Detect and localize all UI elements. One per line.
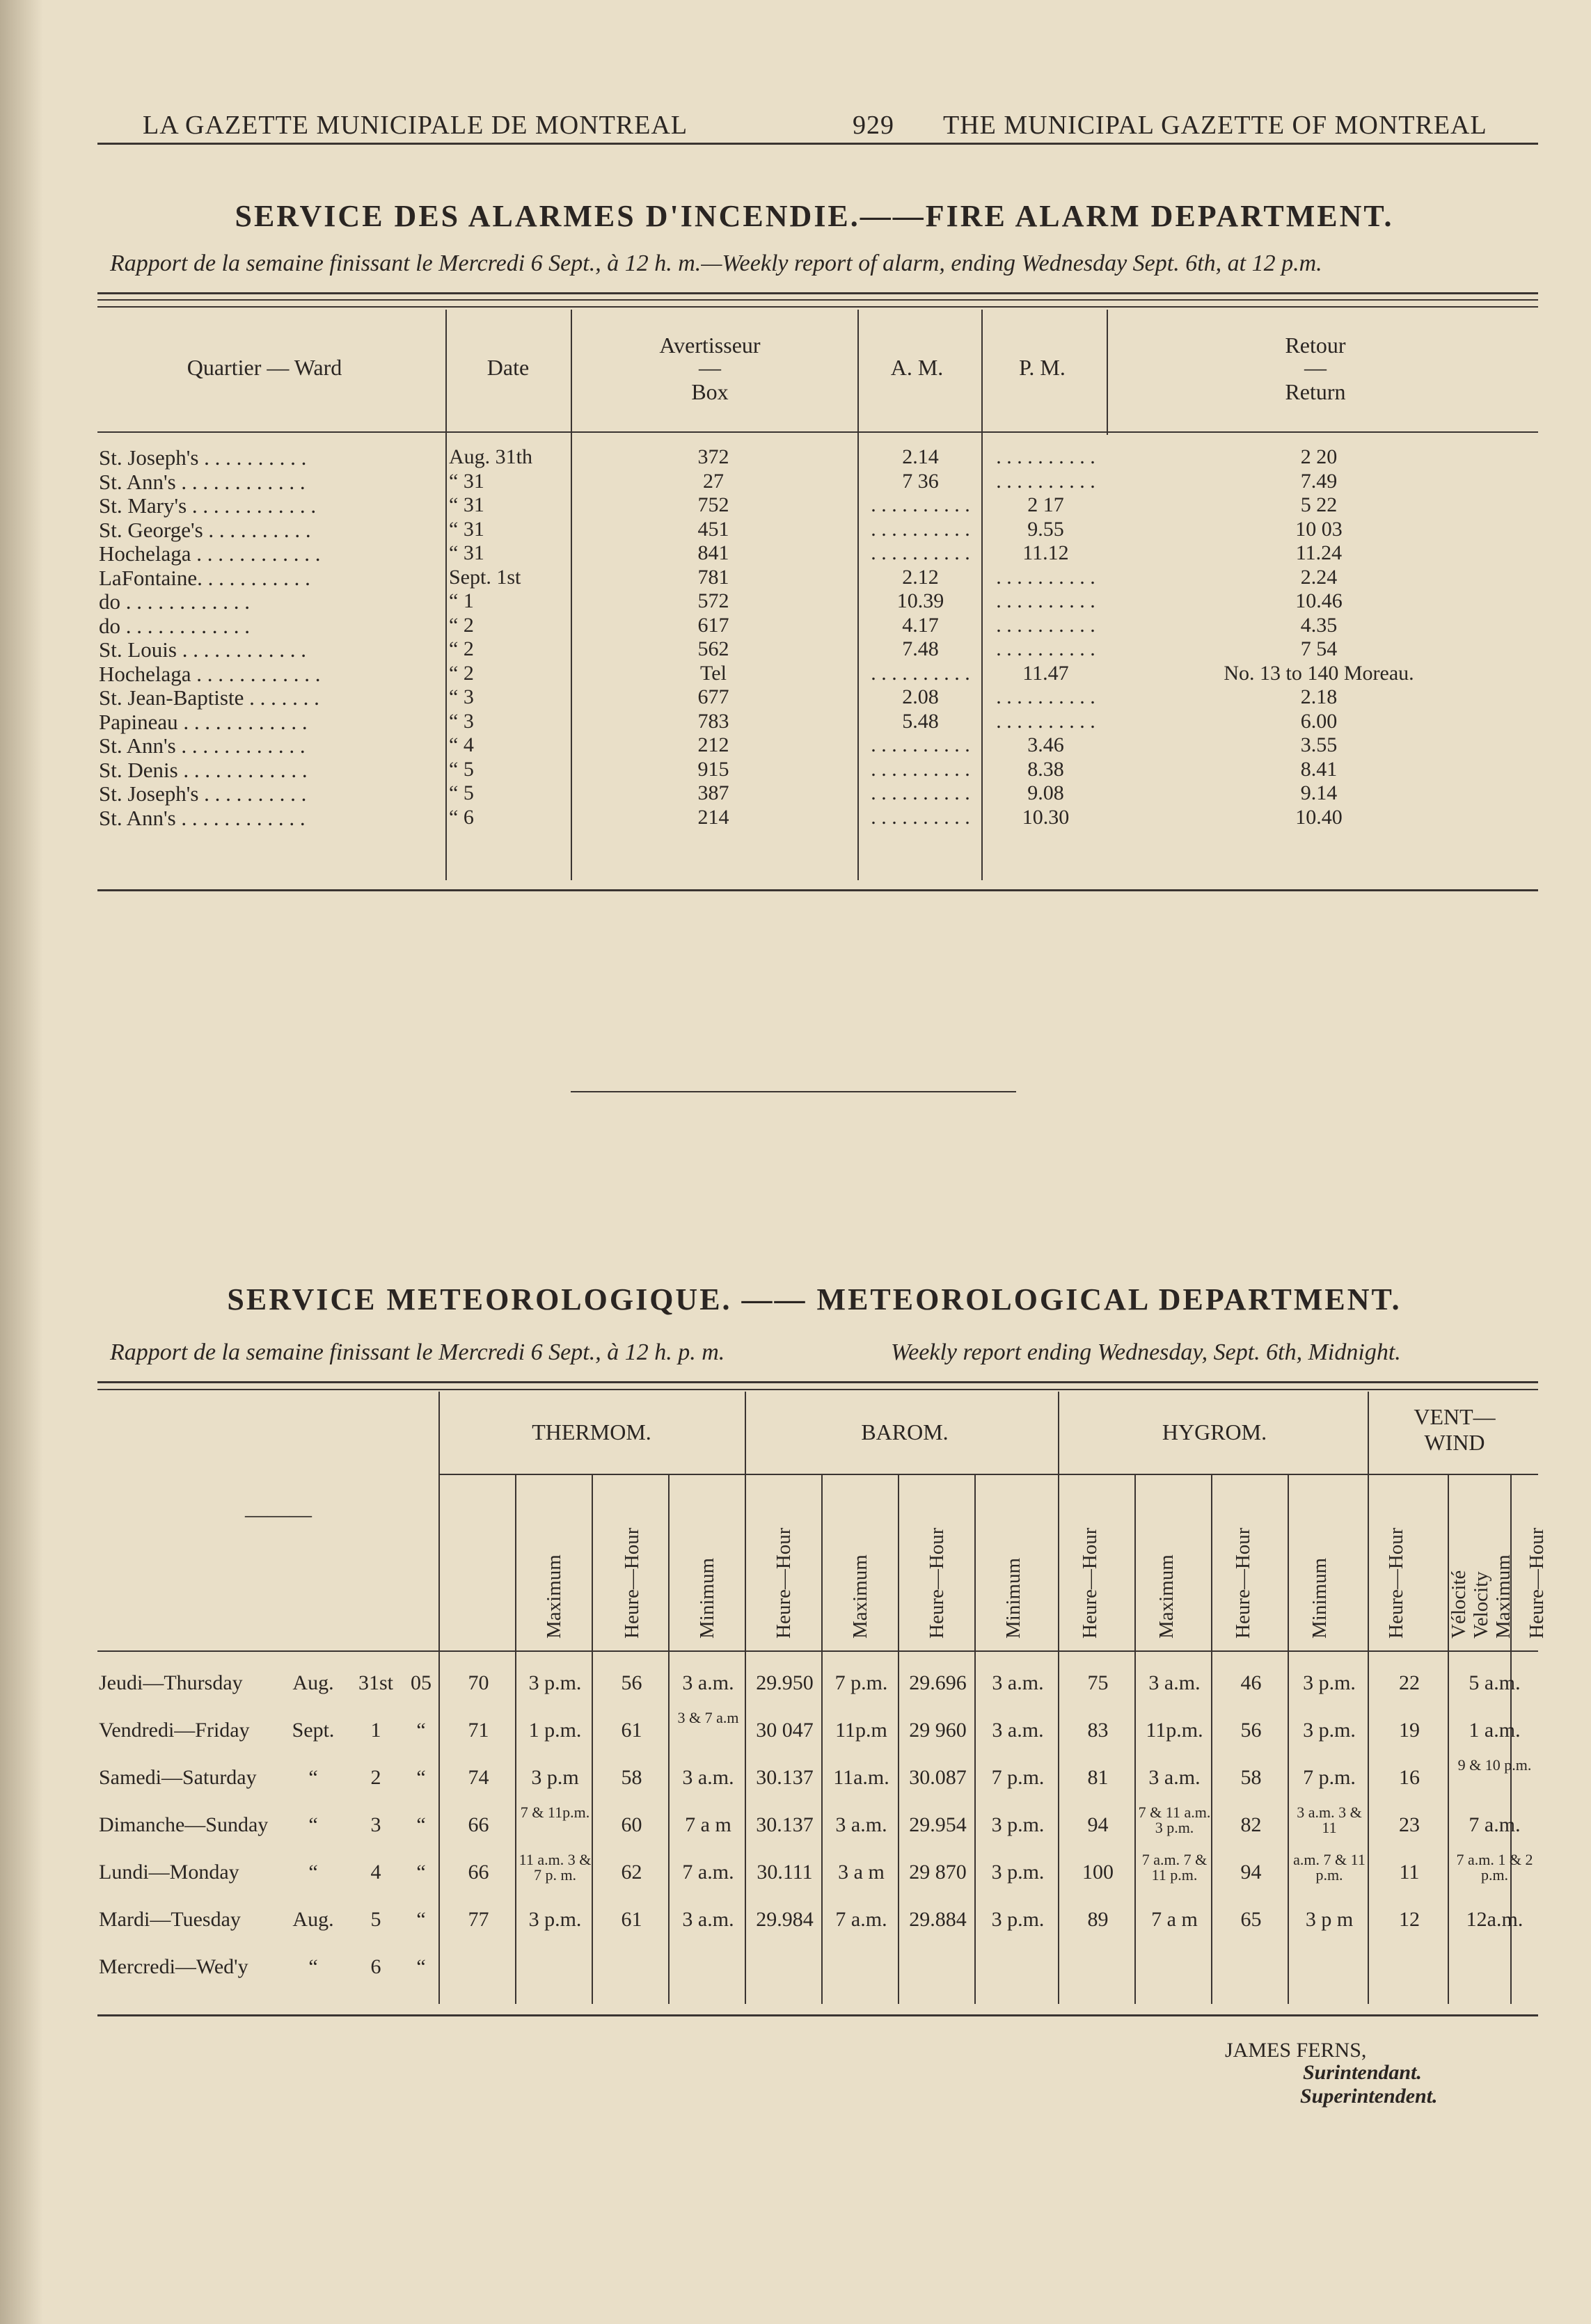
meteo-cell-tmax: 77 (468, 1908, 489, 1931)
meteo-cell-tmax: 66 (468, 1861, 489, 1884)
fire-vline-3 (857, 310, 859, 880)
meteo-cell-hmin: 56 (1240, 1719, 1262, 1742)
meteo-cell-bmax: 30 047 (756, 1719, 814, 1742)
meteo-cell-bmaxh: 11p.m (835, 1719, 887, 1742)
thermom-max-hour-header: Heure—Hour (621, 1527, 643, 1639)
fire-row-am: 2.12 (902, 566, 939, 589)
meteo-vline (898, 1474, 899, 2004)
meteo-cell-hminh: 3 a.m. 3 & 11 (1297, 1804, 1362, 1836)
fire-row-ward: St. George's . . . . . . . . . . (99, 518, 311, 542)
fire-row-pm: . . . . . . . . . . (996, 614, 1095, 637)
fire-row-box: 372 (697, 445, 729, 468)
wind-velocity-header-2: Velocity (1470, 1571, 1492, 1639)
page-number: 929 (853, 111, 894, 140)
meteo-row-year: “ (416, 1861, 426, 1884)
meteo-cell-tmin: 61 (621, 1719, 642, 1742)
fire-row-return: 4.35 (1300, 614, 1338, 637)
header-left: LA GAZETTE MUNICIPALE DE MONTREAL (143, 111, 688, 140)
meteo-cell-velh: 5 a.m. (1469, 1671, 1521, 1694)
fire-row-return: 10.46 (1295, 589, 1343, 612)
fire-row-am: . . . . . . . . . . (871, 662, 970, 685)
vent-group-header-1: VENT— (1414, 1404, 1496, 1429)
fire-row-pm: 2 17 (1027, 493, 1064, 516)
fire-row-box: 562 (697, 637, 729, 660)
meteo-cell-tmin: 56 (621, 1671, 642, 1694)
meteo-cell-velh: 9 & 10 p.m. (1457, 1756, 1532, 1774)
fire-row-pm: . . . . . . . . . . (996, 470, 1095, 493)
meteo-row-date: 5 (370, 1908, 381, 1931)
fire-row-return: 11.24 (1295, 541, 1343, 564)
fire-row-date: “ 31 (449, 518, 484, 541)
fire-row-return: No. 13 to 140 Moreau. (1224, 662, 1414, 685)
fire-row-am: . . . . . . . . . . (871, 781, 970, 804)
meteo-cell-bmax: 30.111 (757, 1861, 813, 1884)
meteo-cell-bmaxh: 11a.m. (833, 1766, 889, 1789)
fire-row-ward: do . . . . . . . . . . . . (99, 589, 250, 614)
meteo-cell-tminh: 3 a.m. (682, 1908, 734, 1931)
meteo-vline (974, 1474, 976, 2004)
meteo-cell-hmin: 58 (1240, 1766, 1262, 1789)
fire-subtitle: Rapport de la semaine finissant le Mercredi 6 Sept., à 12 h. m.—Weekly report of alarm, ending Wednesday Sept. 6th, at 12 p.m. (110, 250, 1322, 276)
meteo-cell-hmaxh: 7 a.m. 7 & 11 p.m. (1141, 1851, 1208, 1884)
meteo-cell-bmax: 29.950 (756, 1671, 814, 1694)
meteo-cell-hmaxh: 11p.m. (1146, 1719, 1203, 1742)
meteo-group-rule (438, 1474, 1538, 1475)
meteo-cell-hmaxh: 3 a.m. (1148, 1766, 1201, 1789)
meteo-cell-tmaxh: 1 p.m. (528, 1719, 582, 1742)
meteo-cell-bminh: 3 p.m. (991, 1908, 1045, 1931)
fire-row-box: 214 (697, 806, 729, 829)
meteo-row-day: Mardi—Tuesday (99, 1908, 241, 1931)
fire-row-ward: Hochelaga . . . . . . . . . . . . (99, 662, 321, 686)
fire-row-box: 783 (697, 710, 729, 733)
page-gutter-shadow (0, 0, 43, 2324)
barom-min-hour-header: Heure—Hour (1079, 1527, 1101, 1639)
meteo-cell-hmin: 94 (1240, 1861, 1262, 1884)
meteo-header-rule (97, 1650, 1538, 1652)
col-return-header-fr: Retour (1285, 333, 1346, 358)
meteo-row-month: “ (308, 1766, 318, 1789)
meteo-cell-bmax: 29.984 (756, 1908, 814, 1931)
meteo-top-rule-2 (97, 1389, 1538, 1390)
meteo-cell-tmax: 70 (468, 1671, 489, 1694)
fire-row-am: . . . . . . . . . . (871, 493, 970, 516)
fire-row-date: Sept. 1st (449, 566, 521, 589)
meteo-row-month: Aug. (292, 1671, 334, 1694)
fire-row-pm: 8.38 (1027, 758, 1064, 781)
meteo-cell-bmaxh: 7 a.m. (835, 1908, 887, 1931)
fire-row-am: . . . . . . . . . . (871, 733, 970, 756)
meteo-cell-tmax: 66 (468, 1813, 489, 1836)
meteo-cell-hmin: 46 (1240, 1671, 1262, 1694)
meteo-cell-bmin: 29 870 (909, 1861, 967, 1884)
meteo-cell-bmin: 29.884 (909, 1908, 967, 1931)
meteo-vline (515, 1474, 516, 2004)
fire-row-box: 677 (697, 685, 729, 708)
fire-row-ward: Hochelaga . . . . . . . . . . . . (99, 541, 321, 566)
meteo-blank-header: ——— (245, 1502, 312, 1527)
meteo-row-date: 3 (370, 1813, 381, 1836)
meteo-cell-bmaxh: 3 a.m. (835, 1813, 887, 1836)
fire-row-date: Aug. 31th (449, 445, 532, 468)
wind-velocity-header-1: Vélocité (1448, 1570, 1470, 1639)
meteo-cell-tmaxh: 3 p.m. (528, 1908, 582, 1931)
thermom-group-header: THERMOM. (532, 1419, 651, 1444)
meteo-row-date: 1 (370, 1719, 381, 1742)
meteo-row-month: “ (308, 1955, 318, 1978)
fire-row-box: Tel (700, 662, 727, 685)
col-box-header-en: Box (691, 379, 729, 404)
meteo-cell-hminh: 7 p.m. (1303, 1766, 1356, 1789)
meteo-cell-tmin: 60 (621, 1813, 642, 1836)
signature-name: JAMES FERNS, (1225, 2039, 1367, 2062)
meteo-row-month: “ (308, 1861, 318, 1884)
fire-row-box: 572 (697, 589, 729, 612)
fire-row-date: “ 5 (449, 781, 474, 804)
meteo-cell-tmaxh: 3 p.m (531, 1766, 579, 1789)
signature-title-fr: Surintendant. (1303, 2061, 1422, 2084)
fire-row-date: “ 2 (449, 637, 474, 660)
meteo-cell-bmaxh: 7 p.m. (834, 1671, 888, 1694)
hygrom-max-hour-header: Heure—Hour (1232, 1527, 1254, 1639)
meteo-cell-hminh: a.m. 7 & 11 p.m. (1293, 1851, 1366, 1884)
col-box-header-fr: Avertisseur (659, 333, 761, 358)
meteo-vline (821, 1474, 823, 2004)
meteo-cell-bmaxh: 3 a m (838, 1861, 885, 1884)
meteo-vline (745, 1392, 746, 2004)
barom-max-header: Maximum (849, 1554, 871, 1639)
barom-min-header: Minimum (1002, 1557, 1024, 1639)
meteo-vline (1368, 1392, 1369, 2004)
fire-row-box: 451 (697, 518, 729, 541)
fire-row-date: “ 1 (449, 589, 474, 612)
meteo-cell-bmin: 29 960 (909, 1719, 967, 1742)
fire-row-am: 10.39 (896, 589, 944, 612)
meteo-top-rule (97, 1381, 1538, 1383)
meteo-cell-bminh: 3 p.m. (991, 1861, 1045, 1884)
vent-group-header-2: WIND (1424, 1430, 1485, 1455)
meteo-cell-hminh: 3 p.m. (1303, 1671, 1356, 1694)
meteo-cell-hmaxh: 7 & 11 a.m. 3 p.m. (1138, 1804, 1211, 1836)
fire-row-ward: do . . . . . . . . . . . . (99, 614, 250, 638)
meteo-cell-tminh: 3 & 7 a.m (677, 1709, 739, 1726)
meteo-cell-bmin: 30.087 (909, 1766, 967, 1789)
fire-row-date: “ 31 (449, 541, 484, 564)
fire-row-pm: 3.46 (1027, 733, 1064, 756)
meteo-cell-vel: 12 (1399, 1908, 1420, 1931)
fire-row-date: “ 4 (449, 733, 474, 756)
fire-vline-5 (1107, 310, 1108, 435)
fire-row-return: 9.14 (1300, 781, 1338, 804)
fire-row-date: “ 5 (449, 758, 474, 781)
meteo-row-year: “ (416, 1813, 426, 1836)
fire-row-ward: St. Denis . . . . . . . . . . . . (99, 758, 308, 782)
fire-row-am: . . . . . . . . . . (871, 758, 970, 781)
meteo-cell-hminh: 3 p.m. (1303, 1719, 1356, 1742)
fire-row-pm: 9.55 (1027, 518, 1064, 541)
col-return-header-en: Return (1285, 379, 1346, 404)
meteo-row-month: Aug. (292, 1908, 334, 1931)
meteo-subtitle-left: Rapport de la semaine finissant le Mercredi 6 Sept., à 12 h. p. m. (110, 1339, 725, 1365)
meteo-row-day: Dimanche—Sunday (99, 1813, 269, 1836)
meteo-cell-tmin: 58 (621, 1766, 642, 1789)
meteo-cell-tminh: 3 a.m. (682, 1766, 734, 1789)
meteo-cell-hmaxh: 3 a.m. (1148, 1671, 1201, 1694)
meteo-cell-tmaxh: 3 p.m. (528, 1671, 582, 1694)
thermom-min-hour-header: Heure—Hour (773, 1527, 795, 1639)
signature-title-en: Superintendent. (1300, 2085, 1438, 2108)
meteo-cell-tmin: 61 (621, 1908, 642, 1931)
fire-row-return: 8.41 (1300, 758, 1338, 781)
fire-row-pm: 11.47 (1022, 662, 1069, 685)
meteo-cell-vel: 22 (1399, 1671, 1420, 1694)
meteo-cell-hmax: 94 (1087, 1813, 1109, 1836)
section-separator (571, 1091, 1016, 1092)
meteo-cell-tmaxh: 11 a.m. 3 & 7 p. m. (519, 1851, 592, 1884)
wind-hour-header: Heure—Hour (1526, 1527, 1548, 1639)
header-right: THE MUNICIPAL GAZETTE OF MONTREAL (943, 111, 1487, 140)
meteo-cell-bmin: 29.954 (909, 1813, 967, 1836)
col-am-header: A. M. (890, 355, 944, 380)
fire-row-am: 2.08 (902, 685, 939, 708)
wind-velocity-header-3: Maximum (1492, 1554, 1514, 1639)
meteo-row-year: “ (416, 1908, 426, 1931)
meteo-cell-hmax: 81 (1087, 1766, 1109, 1789)
meteo-cell-tmax: 74 (468, 1766, 489, 1789)
fire-row-pm: 11.12 (1022, 541, 1069, 564)
fire-row-ward: St. Ann's . . . . . . . . . . . . (99, 733, 306, 758)
fire-row-return: 2.18 (1300, 685, 1338, 708)
fire-row-am: 2.14 (902, 445, 939, 468)
fire-row-am: 7 36 (902, 470, 939, 493)
hygrom-min-hour-header: Heure—Hour (1385, 1527, 1407, 1639)
meteo-cell-tminh: 7 a.m. (682, 1861, 734, 1884)
fire-row-box: 752 (697, 493, 729, 516)
fire-row-ward: St. Jean-Baptiste . . . . . . . (99, 685, 319, 710)
fire-row-date: “ 3 (449, 685, 474, 708)
hygrom-group-header: HYGROM. (1162, 1419, 1267, 1444)
fire-section-title: SERVICE DES ALARMES D'INCENDIE.——FIRE ALARM DEPARTMENT. (235, 199, 1394, 233)
meteo-cell-tmax: 71 (468, 1719, 489, 1742)
meteo-bottom-rule (97, 2014, 1538, 2016)
meteo-cell-tmin: 62 (621, 1861, 642, 1884)
fire-row-box: 27 (703, 470, 724, 493)
meteo-vline (1134, 1474, 1136, 2004)
meteo-cell-bmin: 29.696 (909, 1671, 967, 1694)
fire-row-am: 4.17 (902, 614, 939, 637)
meteo-cell-vel: 23 (1399, 1813, 1420, 1836)
meteo-cell-hmin: 65 (1240, 1908, 1262, 1931)
meteo-cell-velh: 7 a.m. 1 & 2 p.m. (1456, 1851, 1533, 1884)
meteo-row-year: “ (416, 1955, 426, 1978)
fire-row-date: “ 3 (449, 710, 474, 733)
col-box-header-dash: — (699, 355, 721, 380)
meteo-vline (1448, 1474, 1449, 2004)
thermom-min-header: Minimum (696, 1557, 718, 1639)
meteo-cell-velh: 12a.m. (1466, 1908, 1523, 1931)
meteo-row-date: 2 (370, 1766, 381, 1789)
meteo-subtitle-right: Weekly report ending Wednesday, Sept. 6th, Midnight. (891, 1339, 1401, 1365)
fire-vline-4 (981, 310, 983, 880)
fire-row-box: 781 (697, 566, 729, 589)
fire-row-am: . . . . . . . . . . (871, 541, 970, 564)
meteo-row-date: 31st (358, 1671, 393, 1694)
meteo-row-day: Jeudi—Thursday (99, 1671, 243, 1694)
meteo-row-year: 05 (411, 1671, 432, 1694)
meteo-row-day: Vendredi—Friday (99, 1719, 250, 1742)
meteo-row-day: Lundi—Monday (99, 1861, 239, 1884)
barom-max-hour-header: Heure—Hour (926, 1527, 948, 1639)
fire-row-return: 7 54 (1300, 637, 1338, 660)
meteo-cell-bmax: 30.137 (756, 1766, 814, 1789)
meteo-cell-vel: 19 (1399, 1719, 1420, 1742)
fire-row-box: 212 (697, 733, 729, 756)
fire-row-date: “ 31 (449, 470, 484, 493)
col-return-header-dash: — (1304, 355, 1327, 380)
fire-row-return: 10 03 (1295, 518, 1343, 541)
meteo-cell-bminh: 3 p.m. (991, 1813, 1045, 1836)
meteo-cell-hmaxh: 7 a m (1151, 1908, 1198, 1931)
fire-row-date: “ 2 (449, 614, 474, 637)
meteo-cell-hmax: 89 (1087, 1908, 1109, 1931)
fire-row-date: “ 6 (449, 806, 474, 829)
fire-header-rule (97, 431, 1538, 433)
meteo-cell-vel: 16 (1399, 1766, 1420, 1789)
meteo-cell-tmaxh: 7 & 11p.m. (520, 1804, 590, 1821)
fire-row-am: . . . . . . . . . . (871, 518, 970, 541)
fire-row-box: 915 (697, 758, 729, 781)
meteo-row-day: Samedi—Saturday (99, 1766, 257, 1789)
fire-top-rule (97, 292, 1538, 294)
col-pm-header: P. M. (1019, 355, 1066, 380)
meteo-cell-tminh: 3 a.m. (682, 1671, 734, 1694)
meteo-cell-velh: 1 a.m. (1469, 1719, 1521, 1742)
fire-row-box: 387 (697, 781, 729, 804)
meteo-vline (592, 1474, 593, 2004)
fire-vline-2 (571, 310, 572, 880)
fire-row-ward: LaFontaine. . . . . . . . . . . (99, 566, 310, 590)
fire-row-ward: St. Ann's . . . . . . . . . . . . (99, 470, 306, 494)
fire-row-am: 5.48 (902, 710, 939, 733)
fire-row-pm: 10.30 (1022, 806, 1070, 829)
meteo-cell-hmax: 83 (1087, 1719, 1109, 1742)
meteo-cell-bminh: 3 a.m. (992, 1671, 1044, 1694)
fire-row-pm: . . . . . . . . . . (996, 566, 1095, 589)
fire-row-return: 7.49 (1300, 470, 1338, 493)
thermom-max-header: Maximum (543, 1554, 565, 1639)
meteo-row-day: Mercredi—Wed'y (99, 1955, 248, 1978)
meteo-vline (1058, 1392, 1059, 2004)
meteo-cell-hmax: 75 (1087, 1671, 1109, 1694)
meteo-row-month: “ (308, 1813, 318, 1836)
meteo-row-date: 6 (370, 1955, 381, 1978)
col-date-header: Date (486, 355, 530, 380)
hygrom-max-header: Maximum (1155, 1554, 1178, 1639)
gazette-page (84, 0, 1548, 2324)
fire-row-ward: St. Joseph's . . . . . . . . . . (99, 445, 307, 470)
fire-row-pm: . . . . . . . . . . (996, 589, 1095, 612)
fire-row-return: 5 22 (1300, 493, 1338, 516)
fire-row-return: 6.00 (1300, 710, 1338, 733)
fire-row-pm: 9.08 (1027, 781, 1064, 804)
fire-row-pm: . . . . . . . . . . (996, 445, 1095, 468)
meteo-cell-bminh: 3 a.m. (992, 1719, 1044, 1742)
fire-row-box: 617 (697, 614, 729, 637)
fire-row-pm: . . . . . . . . . . (996, 685, 1095, 708)
header-rule (97, 143, 1538, 145)
meteo-row-year: “ (416, 1766, 426, 1789)
col-ward-header: Quartier — Ward (187, 355, 342, 380)
fire-row-pm: . . . . . . . . . . (996, 710, 1095, 733)
meteo-cell-hmax: 100 (1082, 1861, 1114, 1884)
fire-bottom-rule (97, 889, 1538, 891)
barom-group-header: BAROM. (861, 1419, 949, 1444)
meteo-vline (438, 1392, 440, 2004)
fire-row-am: 7.48 (902, 637, 939, 660)
fire-row-ward: Papineau . . . . . . . . . . . . (99, 710, 308, 734)
hygrom-min-header: Minimum (1308, 1557, 1331, 1639)
meteo-cell-bminh: 7 p.m. (991, 1766, 1045, 1789)
fire-row-ward: St. Ann's . . . . . . . . . . . . (99, 806, 306, 830)
running-head (143, 104, 1542, 146)
fire-row-return: 2 20 (1300, 445, 1338, 468)
fire-row-date: “ 31 (449, 493, 484, 516)
meteo-cell-velh: 7 a.m. (1469, 1813, 1521, 1836)
fire-row-return: 3.55 (1300, 733, 1338, 756)
fire-vline-1 (445, 310, 447, 880)
meteo-section-title: SERVICE METEOROLOGIQUE. —— METEOROLOGICAL DEPARTMENT. (227, 1282, 1402, 1316)
fire-row-box: 841 (697, 541, 729, 564)
meteo-cell-vel: 11 (1399, 1861, 1420, 1884)
fire-top-rule-2 (97, 299, 1538, 301)
meteo-cell-hminh: 3 p m (1305, 1908, 1354, 1931)
meteo-cell-bmax: 30.137 (756, 1813, 814, 1836)
fire-row-pm: . . . . . . . . . . (996, 637, 1095, 660)
fire-row-am: . . . . . . . . . . (871, 806, 970, 829)
fire-row-ward: St. Mary's . . . . . . . . . . . . (99, 493, 317, 518)
meteo-vline (1211, 1474, 1212, 2004)
meteo-vline (668, 1474, 670, 2004)
meteo-row-month: Sept. (292, 1719, 335, 1742)
fire-row-return: 10.40 (1295, 806, 1343, 829)
fire-row-return: 2.24 (1300, 566, 1338, 589)
meteo-row-date: 4 (370, 1861, 381, 1884)
fire-row-ward: St. Joseph's . . . . . . . . . . (99, 781, 307, 806)
meteo-cell-tminh: 7 a m (685, 1813, 731, 1836)
meteo-cell-hmin: 82 (1240, 1813, 1262, 1836)
fire-row-date: “ 2 (449, 662, 474, 685)
meteo-vline (1288, 1474, 1289, 2004)
fire-row-ward: St. Louis . . . . . . . . . . . . (99, 637, 306, 662)
meteo-row-year: “ (416, 1719, 426, 1742)
fire-top-rule-3 (97, 306, 1538, 308)
